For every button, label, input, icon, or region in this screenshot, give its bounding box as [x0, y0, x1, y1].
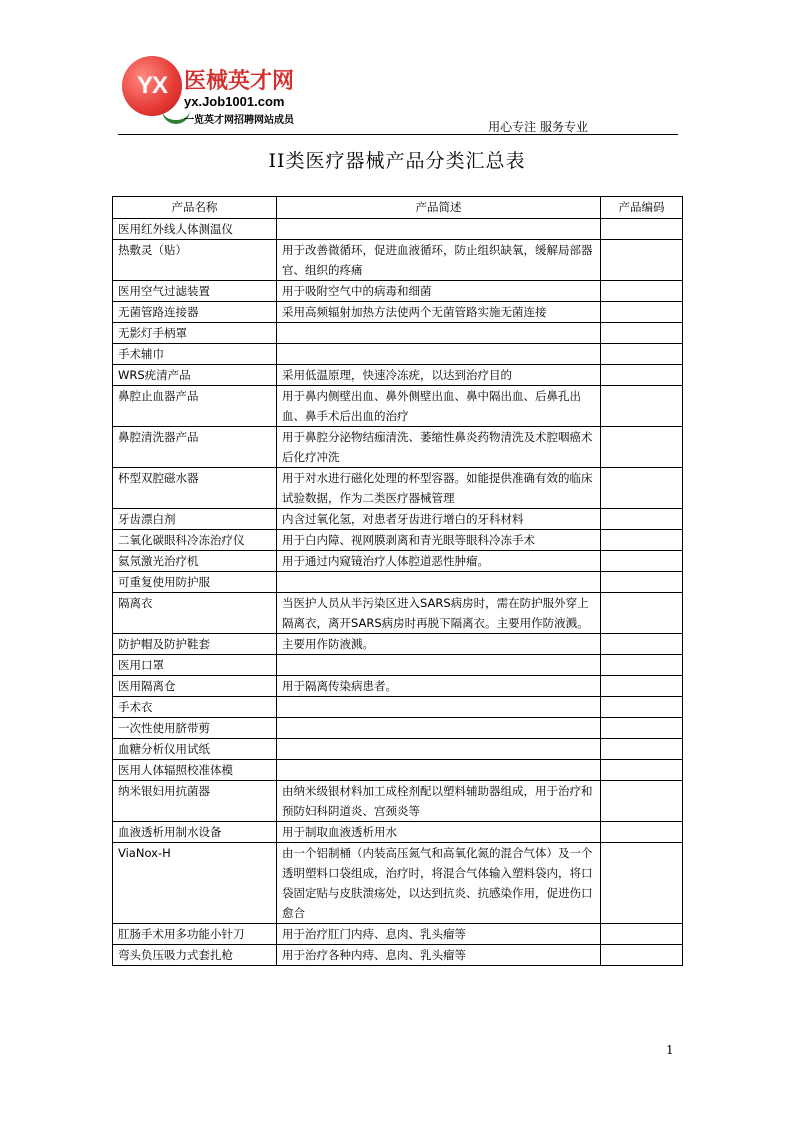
product-code-cell	[601, 468, 683, 509]
product-name-cell: 杯型双腔磁水器	[113, 468, 277, 509]
product-name-cell: 氦氖激光治疗机	[113, 551, 277, 572]
table-row	[113, 843, 683, 924]
product-code-cell	[601, 240, 683, 281]
product-desc-cell: 用于鼻腔分泌物结痂清洗、萎缩性鼻炎药物清洗及术腔咽癌术后化疗冲洗	[277, 427, 601, 468]
product-desc-cell: 用于吸附空气中的病毒和细菌	[277, 281, 601, 302]
product-code-cell	[601, 697, 683, 718]
product-name-cell: 纳米银妇用抗菌器	[113, 781, 277, 822]
table-row	[113, 530, 683, 551]
product-code-cell	[601, 781, 683, 822]
table-row	[113, 945, 683, 966]
product-name-cell: WRS疣清产品	[113, 365, 277, 386]
product-code-cell	[601, 924, 683, 945]
product-desc-cell	[277, 760, 601, 781]
product-desc-cell	[277, 344, 601, 365]
product-code-cell	[601, 739, 683, 760]
product-desc-cell: 用于对水进行磁化处理的杯型容器。如能提供准确有效的临床试验数据，作为二类医疗器械管理	[277, 468, 601, 509]
product-name-cell: 弯头负压吸力式套扎枪	[113, 945, 277, 966]
table-row	[113, 697, 683, 718]
product-name-cell: 手术衣	[113, 697, 277, 718]
product-desc-cell	[277, 697, 601, 718]
product-desc-cell: 用于治疗各种内痔、息肉、乳头瘤等	[277, 945, 601, 966]
product-desc-cell: 采用低温原理，快速冷冻疣，以达到治疗目的	[277, 365, 601, 386]
table-row	[113, 924, 683, 945]
table-row	[113, 281, 683, 302]
product-name-cell: 隔离衣	[113, 593, 277, 634]
table-row	[113, 344, 683, 365]
table-row	[113, 219, 683, 240]
product-desc-cell: 用于白内障、视网膜剥离和青光眼等眼科冷冻手术	[277, 530, 601, 551]
table-row	[113, 551, 683, 572]
table-row	[113, 822, 683, 843]
column-header-name: 产品名称	[113, 197, 277, 219]
product-code-cell	[601, 945, 683, 966]
product-code-cell	[601, 281, 683, 302]
product-name-cell: 防护帽及防护鞋套	[113, 634, 277, 655]
product-desc-cell: 由一个铝制桶（内装高压氮气和高氧化氮的混合气体）及一个透明塑料口袋组成，治疗时，将混合气体输入塑料袋内，将口袋固定贴与皮肤溃疡处，以达到抗炎、抗感染作用，促进伤口愈合	[277, 843, 601, 924]
table-row	[113, 718, 683, 739]
product-name-cell: 二氧化碳眼科冷冻治疗仪	[113, 530, 277, 551]
product-name-cell: 无菌管路连接器	[113, 302, 277, 323]
product-desc-cell: 主要用作防液溅。	[277, 634, 601, 655]
product-desc-cell: 用于隔离传染病患者。	[277, 676, 601, 697]
product-name-cell: 血糖分析仪用试纸	[113, 739, 277, 760]
product-table	[112, 196, 683, 966]
table-row	[113, 593, 683, 634]
table-row	[113, 323, 683, 344]
table-header-row	[113, 197, 683, 219]
product-name-cell: ViaNox-H	[113, 843, 277, 924]
table-row	[113, 634, 683, 655]
table-row	[113, 739, 683, 760]
product-code-cell	[601, 302, 683, 323]
page-number: 1	[666, 1043, 674, 1057]
logo-tagline: 一览英才网招聘网站成员	[184, 115, 294, 126]
product-name-cell: 血液透析用制水设备	[113, 822, 277, 843]
product-desc-cell	[277, 323, 601, 344]
table-row	[113, 240, 683, 281]
table-row	[113, 427, 683, 468]
column-header-code: 产品编码	[601, 197, 683, 219]
site-logo	[118, 52, 338, 132]
document-title: II类医疗器械产品分类汇总表	[268, 150, 526, 172]
product-name-cell: 医用空气过滤装置	[113, 281, 277, 302]
product-desc-cell: 用于鼻内侧壁出血、鼻外侧壁出血、鼻中隔出血、后鼻孔出血、鼻手术后出血的治疗	[277, 386, 601, 427]
table-row	[113, 760, 683, 781]
table-row	[113, 781, 683, 822]
product-name-cell: 医用口罩	[113, 655, 277, 676]
product-code-cell	[601, 822, 683, 843]
product-code-cell	[601, 593, 683, 634]
product-name-cell: 手术辅巾	[113, 344, 277, 365]
product-name-cell: 牙齿漂白剂	[113, 509, 277, 530]
product-code-cell	[601, 718, 683, 739]
table-row	[113, 468, 683, 509]
product-code-cell	[601, 386, 683, 427]
product-desc-cell	[277, 718, 601, 739]
product-desc-cell: 内含过氧化氢，对患者牙齿进行增白的牙科材料	[277, 509, 601, 530]
table-row	[113, 676, 683, 697]
table-row	[113, 655, 683, 676]
product-name-cell: 医用隔离仓	[113, 676, 277, 697]
product-code-cell	[601, 760, 683, 781]
product-name-cell: 可重复使用防护服	[113, 572, 277, 593]
logo-url: yx.Job1001.com	[184, 94, 285, 109]
product-desc-cell	[277, 219, 601, 240]
table-row	[113, 572, 683, 593]
product-code-cell	[601, 427, 683, 468]
product-name-cell: 肛肠手术用多功能小针刀	[113, 924, 277, 945]
product-desc-cell: 用于制取血液透析用水	[277, 822, 601, 843]
product-name-cell: 热敷灵（贴）	[113, 240, 277, 281]
product-code-cell	[601, 509, 683, 530]
product-desc-cell	[277, 572, 601, 593]
product-name-cell: 一次性使用脐带剪	[113, 718, 277, 739]
product-name-cell: 医用人体辐照校准体模	[113, 760, 277, 781]
product-code-cell	[601, 551, 683, 572]
logo-text: 医械英才网	[184, 69, 295, 94]
column-header-desc: 产品简述	[277, 197, 601, 219]
product-desc-cell: 用于改善微循环，促进血液循环，防止组织缺氧，缓解局部器官、组织的疼痛	[277, 240, 601, 281]
logo-badge: YX	[122, 56, 182, 116]
table-row	[113, 386, 683, 427]
product-code-cell	[601, 634, 683, 655]
product-code-cell	[601, 843, 683, 924]
table-row	[113, 302, 683, 323]
product-name-cell: 医用红外线人体测温仪	[113, 219, 277, 240]
product-code-cell	[601, 655, 683, 676]
table-row	[113, 509, 683, 530]
product-desc-cell: 当医护人员从半污染区进入SARS病房时，需在防护服外穿上隔离衣，离开SARS病房时再脱下隔离衣。主要用作防液溅。	[277, 593, 601, 634]
header-slogan: 用心专注 服务专业	[488, 120, 588, 134]
product-name-cell: 鼻腔清洗器产品	[113, 427, 277, 468]
product-code-cell	[601, 365, 683, 386]
product-desc-cell	[277, 655, 601, 676]
product-desc-cell: 用于治疗肛门内痔、息肉、乳头瘤等	[277, 924, 601, 945]
product-code-cell	[601, 323, 683, 344]
product-code-cell	[601, 676, 683, 697]
product-code-cell	[601, 219, 683, 240]
product-desc-cell: 由纳米级银材料加工成栓剂配以塑料辅助器组成，用于治疗和预防妇科阴道炎、宫颈炎等	[277, 781, 601, 822]
product-desc-cell: 采用高频辐射加热方法使两个无菌管路实施无菌连接	[277, 302, 601, 323]
product-code-cell	[601, 344, 683, 365]
header-divider	[118, 134, 678, 135]
product-code-cell	[601, 572, 683, 593]
product-name-cell: 无影灯手柄罩	[113, 323, 277, 344]
page-header	[118, 52, 678, 135]
product-name-cell: 鼻腔止血器产品	[113, 386, 277, 427]
product-desc-cell	[277, 739, 601, 760]
product-code-cell	[601, 530, 683, 551]
table-row	[113, 365, 683, 386]
product-desc-cell: 用于通过内窥镜治疗人体腔道恶性肿瘤。	[277, 551, 601, 572]
